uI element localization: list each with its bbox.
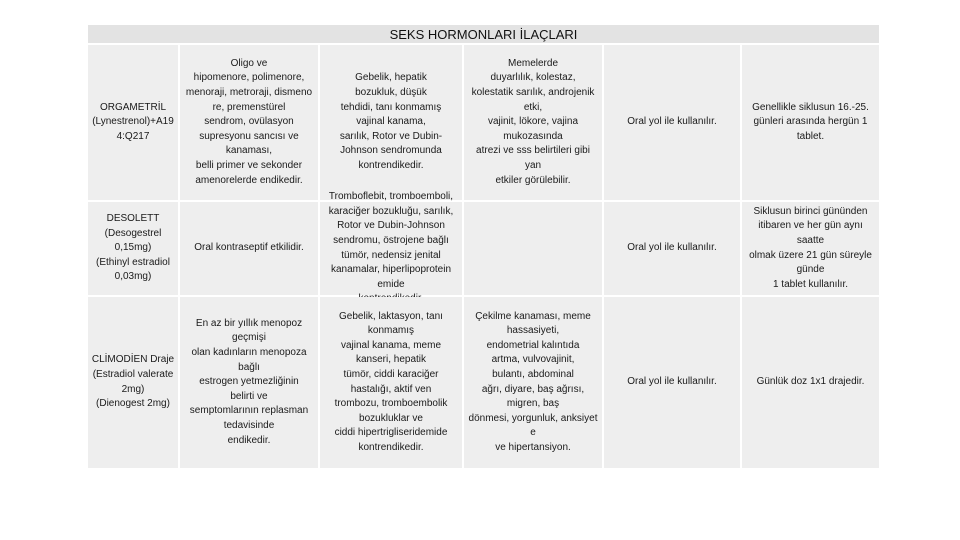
drug-name: CLİMODİEN Draje (Estradiol valerate 2mg) (Dienogest 2mg) [91, 354, 175, 410]
indication-cell [180, 297, 318, 468]
contraindication-text: Tromboflebit, tromboemboli, karaciğer bozukluğu, sarılık, Rotor ve Dubin-Johnson sendromu, östrojene bağlı tümör, nedensiz jenital kanamalar, hiperlipoprotein emide [328, 191, 454, 290]
dosage-cell [742, 202, 879, 295]
indication-text: En az bir yıllık menopoz geçmişi olan kadınların menopoza bağlı estrogen yetmezliğinin belirti ve semptomlarının replasman tedavisinde endikedir. [189, 317, 309, 446]
table-row [88, 191, 879, 295]
table-title: SEKS HORMONLARI İLAÇLARI [88, 25, 879, 43]
dosage-cell [742, 297, 879, 468]
route-cell [604, 45, 740, 200]
dosage-text: Günlük doz 1x1 drajedir. [756, 376, 865, 388]
contraindication-cell [320, 297, 462, 468]
indication-text: Oligo ve hipomenore, polimenore, menoraji, metroraji, dismeno re, premenstürel sendrom, ovülasyon supresyonu sancısı ve kanaması, belli primer ve sekonder amenorelerde endikedir. [185, 57, 313, 186]
table-row [88, 45, 879, 200]
dosage-cell [742, 45, 879, 200]
indication-cell [180, 45, 318, 200]
contraindication-text: Gebelik, hepatik bozukluk, düşük tehdidi, tanı konmamış vajinal kanama, sarılık, Rotor ve Dubin- Johnson sendromunda kontrendikedir. [339, 72, 443, 171]
contraindication-cell [320, 191, 462, 295]
drug-name-cell [88, 45, 178, 200]
side-effects-text: Çekilme kanaması, meme hassasiyeti, endometrial kalıntıda artma, vulvovajinit, bulantı, abdominal ağrı, diyare, baş ağrısı, migren, baş dönmesi, yorgunluk, anksiyet e ve hipertansiyon. [468, 310, 598, 453]
contraindication-cell [320, 45, 462, 200]
contraindication-text: Gebelik, laktasyon, tanı konmamış vajinal kanama, meme kanseri, hepatik tümör, ciddi karaciğer hastalığı, aktif ven trombozu, tromboembolik bozukluklar ve ciddi hipertrigliseridemide kontrendikedir. [334, 310, 448, 453]
indication-text: Oral kontraseptif etkilidir. [194, 242, 304, 254]
drug-name: ORGAMETRİL (Lynestrenol)+A19 4:Q217 [92, 101, 174, 142]
side-effects-text: Memelerde duyarlılık, kolestaz, kolestatik sarılık, androjenik etki, vajinit, lökore, vajina mukozasında atrezi ve sss belirtileri gibi yan etkiler görülebilir. [471, 57, 595, 186]
drug-table [88, 25, 879, 468]
side-effects-cell [464, 45, 602, 200]
drug-name-cell [88, 202, 178, 295]
table-row [88, 297, 879, 468]
drug-name-cell [88, 297, 178, 468]
dosage-text: Genellikle siklusun 16.-25. günleri arasında hergün 1 tablet. [752, 101, 869, 142]
route-cell [604, 202, 740, 295]
dosage-text: Siklusun birinci gününden itibaren ve her gün aynı saatte olmak üzere 21 gün süreyle günde 1 tablet kullanılır. [749, 205, 872, 290]
drug-name: DESOLETT (Desogestrel 0,15mg) (Ethinyl estradiol 0,03mg) [96, 213, 170, 283]
route-cell [604, 297, 740, 468]
route-text: Oral yol ile kullanılır. [627, 116, 717, 128]
route-text: Oral yol ile kullanılır. [627, 376, 717, 388]
route-text: Oral yol ile kullanılır. [627, 242, 717, 254]
indication-cell [180, 202, 318, 295]
side-effects-cell [464, 297, 602, 468]
side-effects-cell [464, 202, 602, 295]
